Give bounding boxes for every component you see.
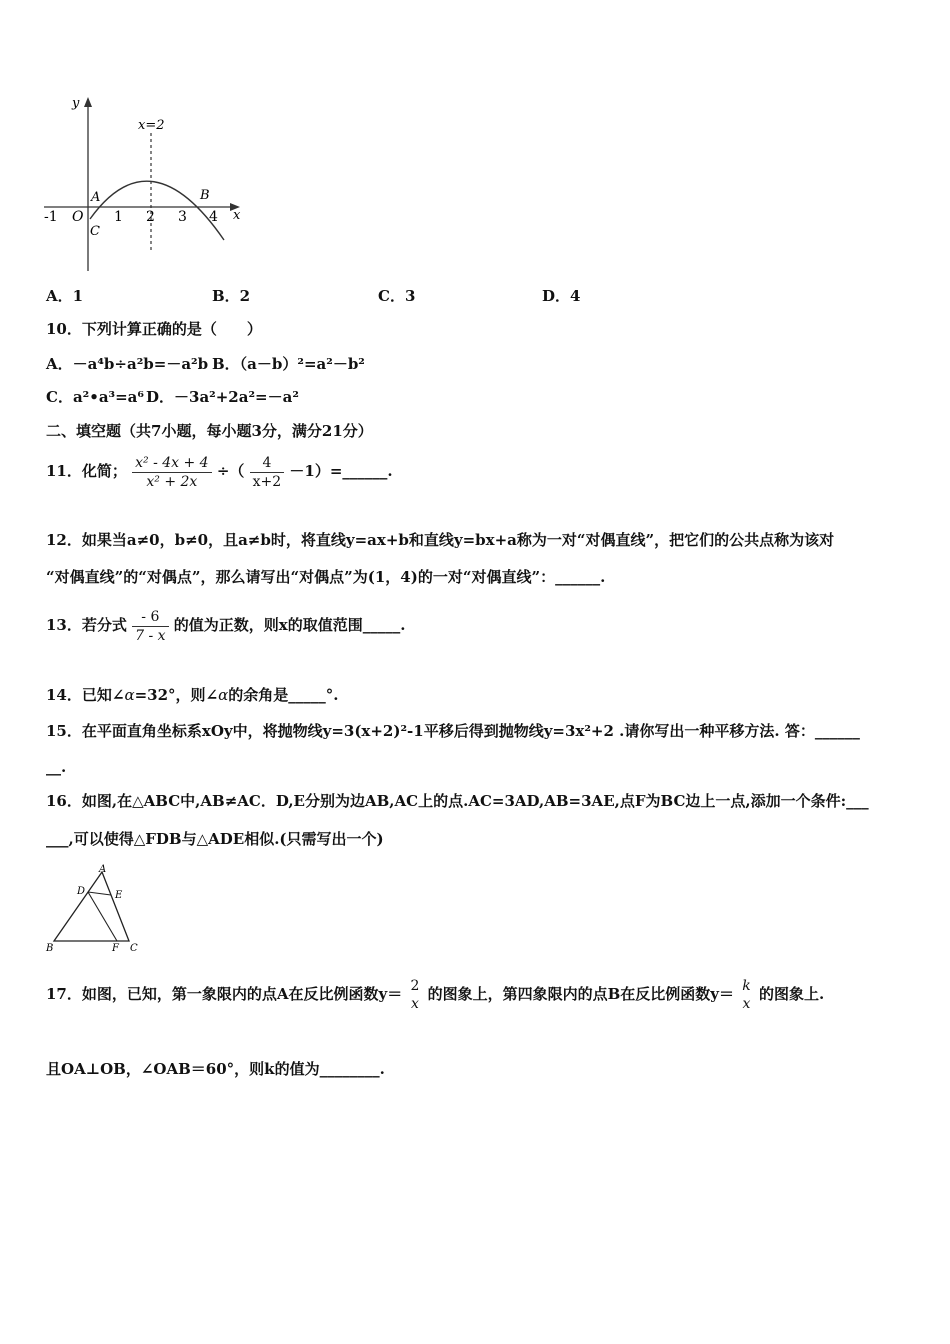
q11: [46, 448, 393, 494]
vertex-c: C: [130, 943, 138, 954]
y-axis-arrow: [84, 97, 92, 107]
segment-de: [88, 892, 111, 895]
vertex-a: A: [99, 864, 107, 875]
q11-fraction-2-denominator: x+2: [250, 472, 285, 491]
tick-4: 4: [209, 209, 218, 225]
q16-line-1: 16．如图,在△ABC中,AB≠AC．D,E分别为边AB,AC上的点.AC=3AD,AB=3AE,点F为BC边上一点,添加一个条件:___: [46, 792, 869, 810]
origin-label: O: [72, 209, 84, 225]
parabola-graph: [40, 95, 250, 275]
q9-option-a: A．1: [46, 287, 84, 305]
q11-fraction-2-numerator: 4: [262, 454, 272, 471]
point-a-label: A: [91, 190, 101, 205]
symmetry-line-label: x=2: [138, 118, 165, 133]
q13-denominator: 7 - x: [132, 626, 168, 645]
q10-stem: 10．下列计算正确的是（ ）: [46, 320, 262, 338]
q14-prefix: 14．已知∠: [46, 686, 125, 704]
tick-neg1: -1: [44, 209, 58, 225]
vertex-d: D: [77, 886, 86, 897]
q17-prefix: 17．如图，已知，第一象限内的点A在反比例函数y＝: [46, 985, 403, 1003]
q17-line-1: [46, 970, 824, 1018]
tick-2: 2: [146, 209, 155, 225]
triangle-figure: [44, 862, 144, 956]
q13-numerator: - 6: [141, 608, 160, 625]
q17-fraction-2: [739, 977, 753, 1013]
tick-1: 1: [114, 209, 123, 225]
q17-suffix: 的图象上.: [758, 985, 825, 1003]
q10-option-c: C．a²•a³=a⁶: [46, 388, 144, 406]
vertex-e: E: [115, 890, 123, 901]
q11-suffix: －1）=______.: [289, 462, 393, 480]
vertex-f: F: [112, 943, 119, 954]
q14-alpha-1: α: [124, 686, 135, 704]
section-heading: 二、填空题（共7小题，每小题3分，满分21分）: [46, 422, 373, 440]
q14-alpha-2: α: [218, 686, 229, 704]
q17-mid: 的图象上，第四象限内的点B在反比例函数y＝: [427, 985, 735, 1003]
q10-option-a: A．－a⁴b÷a²b=－a²b: [46, 355, 209, 373]
q17-line-2: 且OA⊥OB，∠OAB＝60°，则k的值为________.: [46, 1060, 385, 1078]
x-axis-label: x: [233, 208, 241, 223]
triangle-abc: [54, 872, 129, 941]
q16-line-2: ___,可以使得△FDB与△ADE相似.(只需写出一个): [46, 830, 384, 848]
q17-fraction-1-denominator: x: [410, 996, 419, 1012]
q9-option-b: B．2: [212, 287, 251, 305]
q14-suffix: 的余角是_____°.: [228, 686, 339, 704]
point-c-label: C: [90, 224, 100, 239]
q13-prefix: 13．若分式: [46, 616, 127, 634]
q11-fraction-1-denominator: x² + 2x: [132, 472, 211, 491]
q11-fraction-1-numerator: x² - 4x + 4: [135, 454, 209, 471]
q11-operator: ÷（: [216, 462, 245, 480]
vertex-b: B: [46, 943, 54, 954]
q14: [46, 685, 338, 705]
q11-fraction-2: [250, 454, 285, 491]
y-axis-label: y: [72, 96, 80, 111]
q13-suffix: 的值为正数，则x的取值范围_____.: [173, 616, 406, 634]
q14-mid: =32°，则∠: [134, 686, 219, 704]
q12-line-2: “对偶直线”的“对偶点”，那么请写出“对偶点”为(1，4)的一对“对偶直线”：______.: [46, 568, 606, 586]
q15-line-1: 15．在平面直角坐标系xOy中，将抛物线y=3(x+2)²-1平移后得到抛物线y=3x²+2 .请你写出一种平移方法. 答：______: [46, 722, 860, 740]
q10-option-b: B．（a－b）²=a²－b²: [212, 355, 365, 373]
q17-fraction-1-numerator: 2: [410, 978, 420, 994]
q17-fraction-1: [407, 977, 422, 1013]
q17-fraction-2-denominator: x: [742, 996, 751, 1012]
q9-option-d: D．4: [542, 287, 581, 305]
q13: [46, 604, 405, 646]
q10-option-d: D．－3a²+2a²=－a²: [146, 388, 299, 406]
q17-fraction-2-numerator: k: [742, 978, 751, 994]
point-b-label: B: [200, 188, 210, 203]
q11-fraction-1: [132, 454, 211, 491]
tick-3: 3: [178, 209, 187, 225]
q9-option-c: C．3: [378, 287, 416, 305]
q11-prefix: 11．化简；: [46, 462, 127, 480]
q12-line-1: 12．如果当a≠0，b≠0，且a≠b时，将直线y=ax+b和直线y=bx+a称为一对“对偶直线”，把它们的公共点称为该对: [46, 531, 835, 549]
q15-line-2: __.: [46, 758, 67, 776]
q13-fraction: [132, 608, 168, 645]
